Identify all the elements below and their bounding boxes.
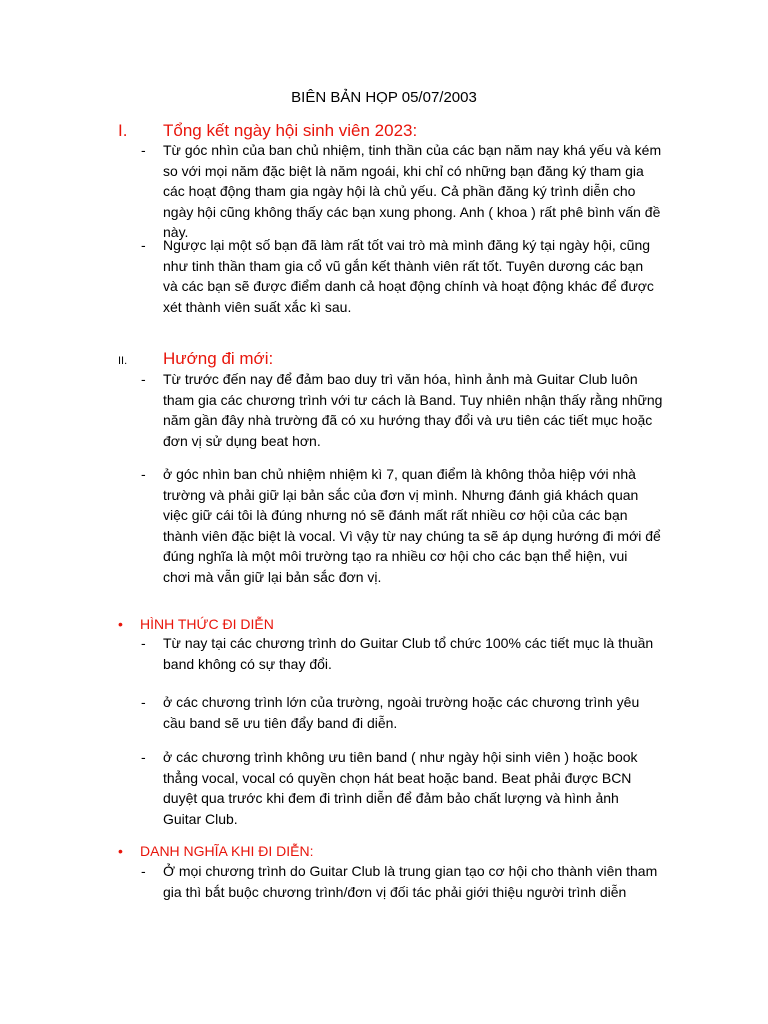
section-1-heading: Tổng kết ngày hội sinh viên 2023: xyxy=(163,121,418,140)
text-line: việc giữ cái tôi là đúng nhưng nó sẽ đánh mất rất nhiều cơ hội của các bạn xyxy=(163,507,628,523)
text-line: đúng nghĩa là một môi trường tạo ra nhiều cơ hội cho các bạn thể hiện, vui xyxy=(163,548,628,564)
text-line: này. xyxy=(163,224,189,240)
text-line: và các bạn sẽ được điểm danh cả hoạt động chính và hoạt động khác để được xyxy=(163,278,654,294)
dash-marker: - xyxy=(141,694,146,710)
dash-marker: - xyxy=(141,371,146,387)
text-line: gia thì bắt buộc chương trình/đơn vị đối tác phải giới thiệu người trình diễn xyxy=(163,883,627,900)
text-line: ở các chương trình không ưu tiên band ( như ngày hội sinh viên ) hoặc book xyxy=(163,749,638,765)
text-line: chơi mà vẫn giữ lại bản sắc đơn vị. xyxy=(163,568,382,585)
text-line: các hoạt động tham gia ngày hội là chủ yếu. Cả phần đăng ký trình diễn cho xyxy=(163,183,636,199)
dash-marker: - xyxy=(141,237,146,253)
section-2-heading: Hướng đi mới: xyxy=(163,349,274,368)
dash-marker: - xyxy=(141,749,146,765)
dash-marker: - xyxy=(141,863,146,879)
text-line: so với mọi năm đặc biệt là năm ngoái, khi chỉ có những bạn đăng ký tham gia xyxy=(163,162,644,179)
text-line: Từ góc nhìn của ban chủ nhiệm, tinh thần của các bạn năm nay khá yếu và kém xyxy=(163,142,662,158)
text-line: Ngược lại một số bạn đã làm rất tốt vai trò mà mình đăng ký tại ngày hội, cũng xyxy=(163,237,651,253)
dash-marker: - xyxy=(141,466,146,482)
section-2-number: II. xyxy=(118,355,128,367)
bullet-1-heading: HÌNH THỨC ĐI DIỄN xyxy=(140,616,274,632)
text-line: như tinh thần tham gia cổ vũ gắn kết thành viên rất tốt. Tuyên dương các bạn xyxy=(163,257,644,274)
text-line: thẳng vocal, vocal có quyền chọn hát beat hoặc band. Beat phải được BCN xyxy=(163,769,632,786)
text-line: thành viên đặc biệt là vocal. Vì vậy từ nay chúng ta sẽ áp dụng hướng đi mới để xyxy=(163,527,661,544)
text-line: tham gia các chương trình với tư cách là Band. Tuy nhiên nhận thấy rằng những xyxy=(163,391,663,408)
bullet-marker: • xyxy=(118,843,123,859)
text-line: duyệt qua trước khi đem đi trình diễn để đảm bảo chất lượng và hình ảnh xyxy=(163,790,619,806)
text-line: đơn vị sử dụng beat hơn. xyxy=(163,432,321,449)
text-line: Ở mọi chương trình do Guitar Club là trung gian tạo cơ hội cho thành viên tham xyxy=(163,863,658,879)
text-line: band không có sự thay đổi. xyxy=(163,655,332,672)
text-line: xét thành viên suất xắc kì sau. xyxy=(163,298,352,315)
text-line: ngày hội cũng không thấy các bạn xung phong. Anh ( khoa ) rất phê bình vấn đề xyxy=(163,203,661,220)
section-1-number: I. xyxy=(118,121,128,140)
dash-marker: - xyxy=(141,635,146,651)
text-line: Từ nay tại các chương trình do Guitar Club tổ chức 100% các tiết mục là thuần xyxy=(163,635,654,651)
dash-marker: - xyxy=(141,142,146,158)
bullet-marker: • xyxy=(118,616,123,632)
text-line: trường và phải giữ lại bản sắc của đơn vị mình. Nhưng đánh giá khách quan xyxy=(163,486,639,503)
text-line: ở góc nhìn ban chủ nhiệm nhiệm kì 7, quan điểm là không thỏa hiệp với nhà xyxy=(163,466,636,482)
text-line: Guitar Club. xyxy=(163,810,238,827)
text-line: ở các chương trình lớn của trường, ngoài trường hoặc các chương trình yêu xyxy=(163,694,640,710)
document-title: BIÊN BẢN HỌP 05/07/2003 xyxy=(291,89,477,106)
text-line: cầu band sẽ ưu tiên đẩy band đi diễn. xyxy=(163,714,398,731)
text-line: Từ trước đến nay để đảm bao duy trì văn hóa, hình ảnh mà Guitar Club luôn xyxy=(163,371,638,387)
bullet-2-heading: DANH NGHĨA KHI ĐI DIỄN: xyxy=(140,843,314,859)
text-line: năm gần đây nhà trường đã có xu hướng thay đổi và ưu tiên các tiết mục hoặc xyxy=(163,412,653,428)
